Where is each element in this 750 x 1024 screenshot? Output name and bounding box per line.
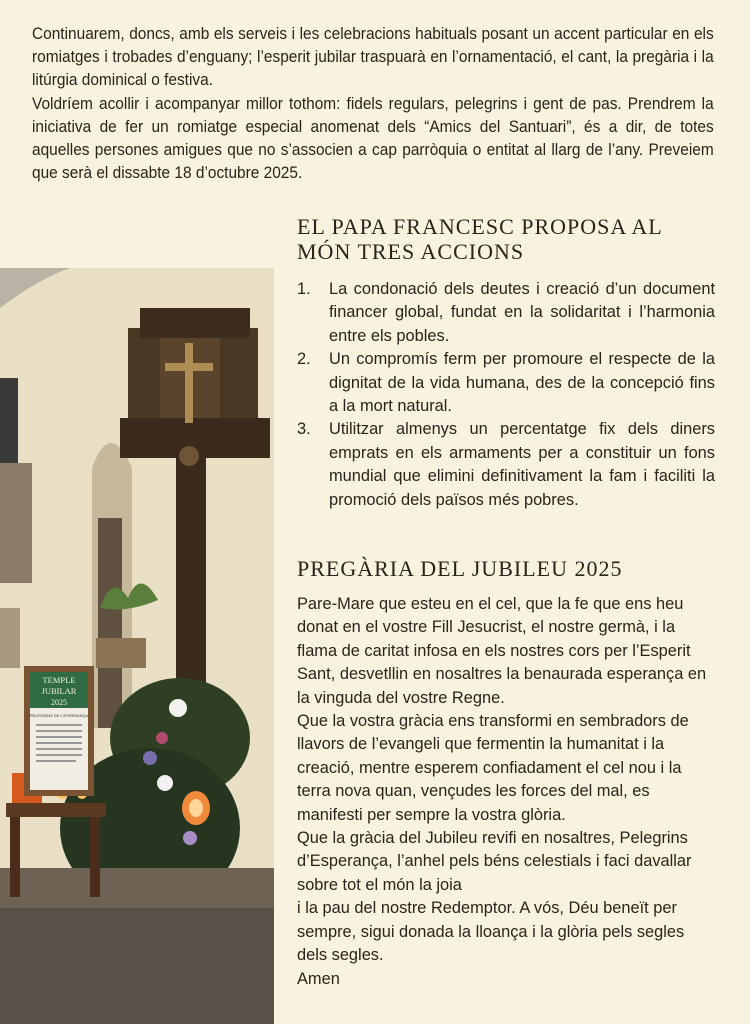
sign-line-1: TEMPLE bbox=[42, 675, 76, 685]
intro-paragraph-1: Continuarem, doncs, amb els serveis i les celebracions habituals posant un accent particular en els romiatges i trobades d’enguany; l’esperit jubilar traspuarà en l’ornamentació, el cant, la pregària i la litúrgia dominical o festiva. bbox=[32, 24, 714, 90]
actions-list bbox=[297, 278, 715, 512]
prayer-paragraph-4: i la pau del nostre Redemptor. A vós, Déu beneït per sempre, sigui donada la lloança i la glòria pels segles dels segles. bbox=[297, 899, 685, 965]
prayer-paragraph-3: Que la gràcia del Jubileu revifi en nosaltres, Pelegrins d’Esperança, l’anhel pels béns celestials i faci davallar sobre tot el món la joia bbox=[297, 829, 692, 894]
prayer-paragraph-5: Amen bbox=[297, 969, 340, 988]
prayer-paragraph-2: Que la vostra gràcia ens transformi en sembradors de llavors de l’evangeli que fermentin la humanitat i la creació, mentre esperem confiadament el cel nou i la terra nova quan, vençudes les forces del mal, es manifesti per sempre la vostra glòria. bbox=[297, 712, 689, 824]
church-photo bbox=[0, 268, 274, 1024]
intro-paragraph-2: Voldríem acollir i acompanyar millor tothom: fidels regulars, pelegrins i gent de pas. Prendrem la iniciativa de fer un romiatge especial anomenat dels “Amics del Santuari”, és a dir, de totes aquelles persones amigues que no s’associen a cap parròquia o entitat al llarg de l’any. Preveiem que serà el dissabte 18 d’octubre 2025. bbox=[32, 93, 714, 183]
prayer-text bbox=[297, 593, 717, 991]
list-item: 3. Utilitzar almenys un percentatge fix dels diners emprats en els armaments per a constituir un fons mundial que elimini definitivament la fam i faciliti la promoció dels països més pobres. bbox=[297, 420, 715, 509]
church-photo-illustration bbox=[0, 268, 274, 1024]
section-heading-accions: EL PAPA FRANCESC PROPOSA AL MÓN TRES ACCIONS bbox=[297, 214, 663, 264]
intro-text bbox=[32, 22, 714, 184]
prayer-paragraph-1: Pare-Mare que esteu en el cel, que la fe que ens heu donat en el vostre Fill Jesucrist, el nostre germà, i la flama de caritat infosa en els nostres cors per l’Esperit Sant, desvetllin en nosaltres la benaurada esperança en la vinguda del vostre Regne. bbox=[297, 595, 707, 707]
sign-line-2: JUBILAR bbox=[41, 686, 77, 696]
temple-jubilar-sign bbox=[24, 666, 94, 796]
sign-line-3: 2025 bbox=[51, 698, 67, 707]
sign-subtitle: PELEGRINS DE L'ESPERANÇA bbox=[29, 713, 89, 718]
list-item: 2. Un compromís ferm per promoure el respecte de la dignitat de la vida humana, des de la concepció fins a la mort natural. bbox=[297, 350, 715, 416]
section-heading-pregaria: PREGÀRIA DEL JUBILEU 2025 bbox=[297, 556, 623, 581]
list-item: 1. La condonació dels deutes i creació d’un document financer global, fundat en la solidaritat i l’harmonia entre els pobles. bbox=[297, 280, 715, 345]
